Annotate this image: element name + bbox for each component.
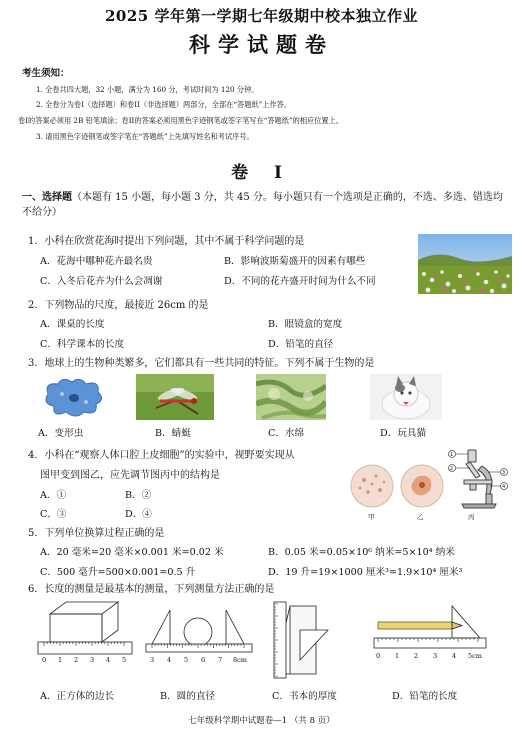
q2-stem: 2．下列物品的尺度，最接近 26cm 的是 (28, 300, 209, 311)
dragonfly-photo (136, 374, 214, 420)
svg-text:3: 3 (502, 470, 506, 476)
ruler-d-labels (376, 652, 482, 660)
exam-subtitle: 2025 学年第一学期七年级期中校本独立作业 (105, 7, 418, 25)
ruler-d-label: 5cm (468, 652, 482, 660)
section-label: 一、选择题 (22, 192, 72, 203)
flower-field-photo (418, 234, 512, 294)
cube-ruler-figure (36, 598, 136, 664)
fig-label-bing: 丙 (468, 513, 475, 521)
ruler-d-label: 3 (433, 652, 438, 660)
toy-cat-photo (370, 374, 442, 420)
q5-option-d: D．19 升=19×1000 厘米³=1.9×10⁴ 厘米³ (268, 567, 463, 578)
amoeba-image (40, 374, 108, 420)
microscope-diagram (446, 446, 512, 512)
q3-option-a: A．变形虫 (38, 428, 84, 439)
q4-option-b: B．② (125, 490, 152, 501)
ruler-d-label: 2 (414, 652, 419, 660)
q4-stem-2: 图甲变到图乙，应先调节图丙中的结构是 (40, 470, 220, 481)
q5-option-b: B．0.05 米=0.05×10⁶ 纳米=5×10⁴ 纳米 (268, 547, 455, 558)
ruler-b-label: 7 (218, 656, 223, 664)
book-thickness-figure (270, 600, 334, 680)
q5-option-a: A．20 毫米=20 毫米×0.001 米=0.02 米 (40, 547, 224, 558)
ruler-a-label: 4 (106, 656, 111, 664)
spirogyra-photo (256, 374, 326, 420)
fig-label-jia: 甲 (368, 513, 375, 521)
exam-title: 科学试题卷 (189, 32, 334, 57)
q3-option-b: B．蜻蜓 (155, 428, 191, 439)
ruler-d-label: 4 (452, 652, 457, 660)
q6-option-c: C．书本的厚度 (272, 691, 337, 702)
page-footer: 七年级科学期中试题卷—1 （共 8 页） (188, 716, 335, 726)
circle-diameter-figure (144, 604, 254, 666)
part-title: 卷 I (231, 163, 292, 183)
ruler-a-label: 2 (74, 656, 79, 664)
svg-text:4: 4 (502, 484, 506, 490)
q2-option-c: C．科学课本的长度 (40, 339, 125, 350)
q3-stem: 3．地球上的生物种类繁多，它们都具有一些共同的特征。下列不属于生物的是 (28, 358, 375, 369)
ruler-b-label: 6 (201, 656, 206, 664)
q4-option-d: D．④ (125, 509, 152, 520)
ruler-d-label: 0 (376, 652, 381, 660)
q5-stem: 5．下列单位换算过程正确的是 (28, 528, 165, 539)
section-heading (22, 190, 504, 220)
q1-option-a: A．花海中哪种花卉最名贵 (40, 256, 153, 267)
notice-item-3: 3. 请用黑色字迹钢笔或签字笔在“答题纸”上先填写姓名和考试序号。 (36, 132, 254, 141)
q3-option-c: C．水绵 (268, 428, 305, 439)
q4-option-a: A．① (40, 490, 67, 501)
q6-option-d: D．铅笔的长度 (392, 691, 458, 702)
q2-option-a: A．课桌的长度 (40, 319, 105, 330)
ruler-a-label: 3 (90, 656, 95, 664)
svg-text:1: 1 (450, 452, 454, 458)
q1-option-d: D．不同的花卉盛开时间为什么不同 (224, 276, 376, 287)
ruler-d-label: 1 (395, 652, 400, 660)
microscope-view-yi (400, 464, 444, 508)
q6-option-b: B．圆的直径 (160, 691, 216, 702)
q4-option-c: C．③ (40, 509, 67, 520)
q4-stem-1: 4．小科在“观察人体口腔上皮细胞”的实验中，视野要实现从 (28, 450, 295, 461)
ruler-a-label: 5 (122, 656, 127, 664)
q2-option-d: D．铅笔的直径 (268, 339, 334, 350)
ruler-b-label: 5 (184, 656, 189, 664)
notice-item-2: 2. 全卷分为卷I（选择题）和卷II（非选择题）两部分，全部在“答题纸”上作答。 (36, 100, 292, 109)
notice-item-1: 1. 全卷共四大题，32 小题，满分为 160 分，考试时间为 120 分钟。 (36, 85, 259, 94)
ruler-b-labels (150, 656, 247, 664)
q1-option-c: C．入冬后花卉为什么会凋谢 (40, 276, 163, 287)
notice-item-2b: 卷I的答案必须用 2B 铅笔填涂；卷II的答案必须用黑色字迹钢笔或签字笔写在“答题纸”的相应位置上。 (18, 116, 343, 125)
fig-label-yi: 乙 (417, 513, 424, 521)
ruler-b-label: 4 (167, 656, 172, 664)
section-desc: （本题有 15 小题，每小题 3 分，共 45 分。每小题只有一个选项是正确的，不选、多选、错选均不给分） (22, 192, 503, 218)
q5-option-c: C．500 毫升=500×0.001=0.5 升 (40, 567, 196, 578)
q6-stem: 6．长度的测量是最基本的测量，下列测量方法正确的是 (28, 584, 275, 595)
q6-option-a: A．正方体的边长 (40, 691, 115, 702)
notice-heading: 考生须知： (22, 68, 70, 79)
ruler-a-label: 1 (58, 656, 63, 664)
ruler-b-label: 8cm (233, 656, 247, 664)
q2-option-b: B．眼镜盒的宽度 (268, 319, 343, 330)
ruler-a-label: 0 (42, 656, 47, 664)
q3-option-d: D．玩具猫 (380, 428, 427, 439)
ruler-b-label: 3 (150, 656, 155, 664)
svg-text:2: 2 (450, 466, 454, 472)
microscope-view-jia (350, 464, 394, 508)
pencil-ruler-figure (372, 602, 492, 664)
ruler-a-labels (42, 656, 126, 664)
q1-option-b: B．影响波斯菊盛开的因素有哪些 (224, 256, 366, 267)
q1-stem: 1．小科在欣赏花海时提出下列问题，其中不属于科学问题的是 (28, 236, 305, 247)
